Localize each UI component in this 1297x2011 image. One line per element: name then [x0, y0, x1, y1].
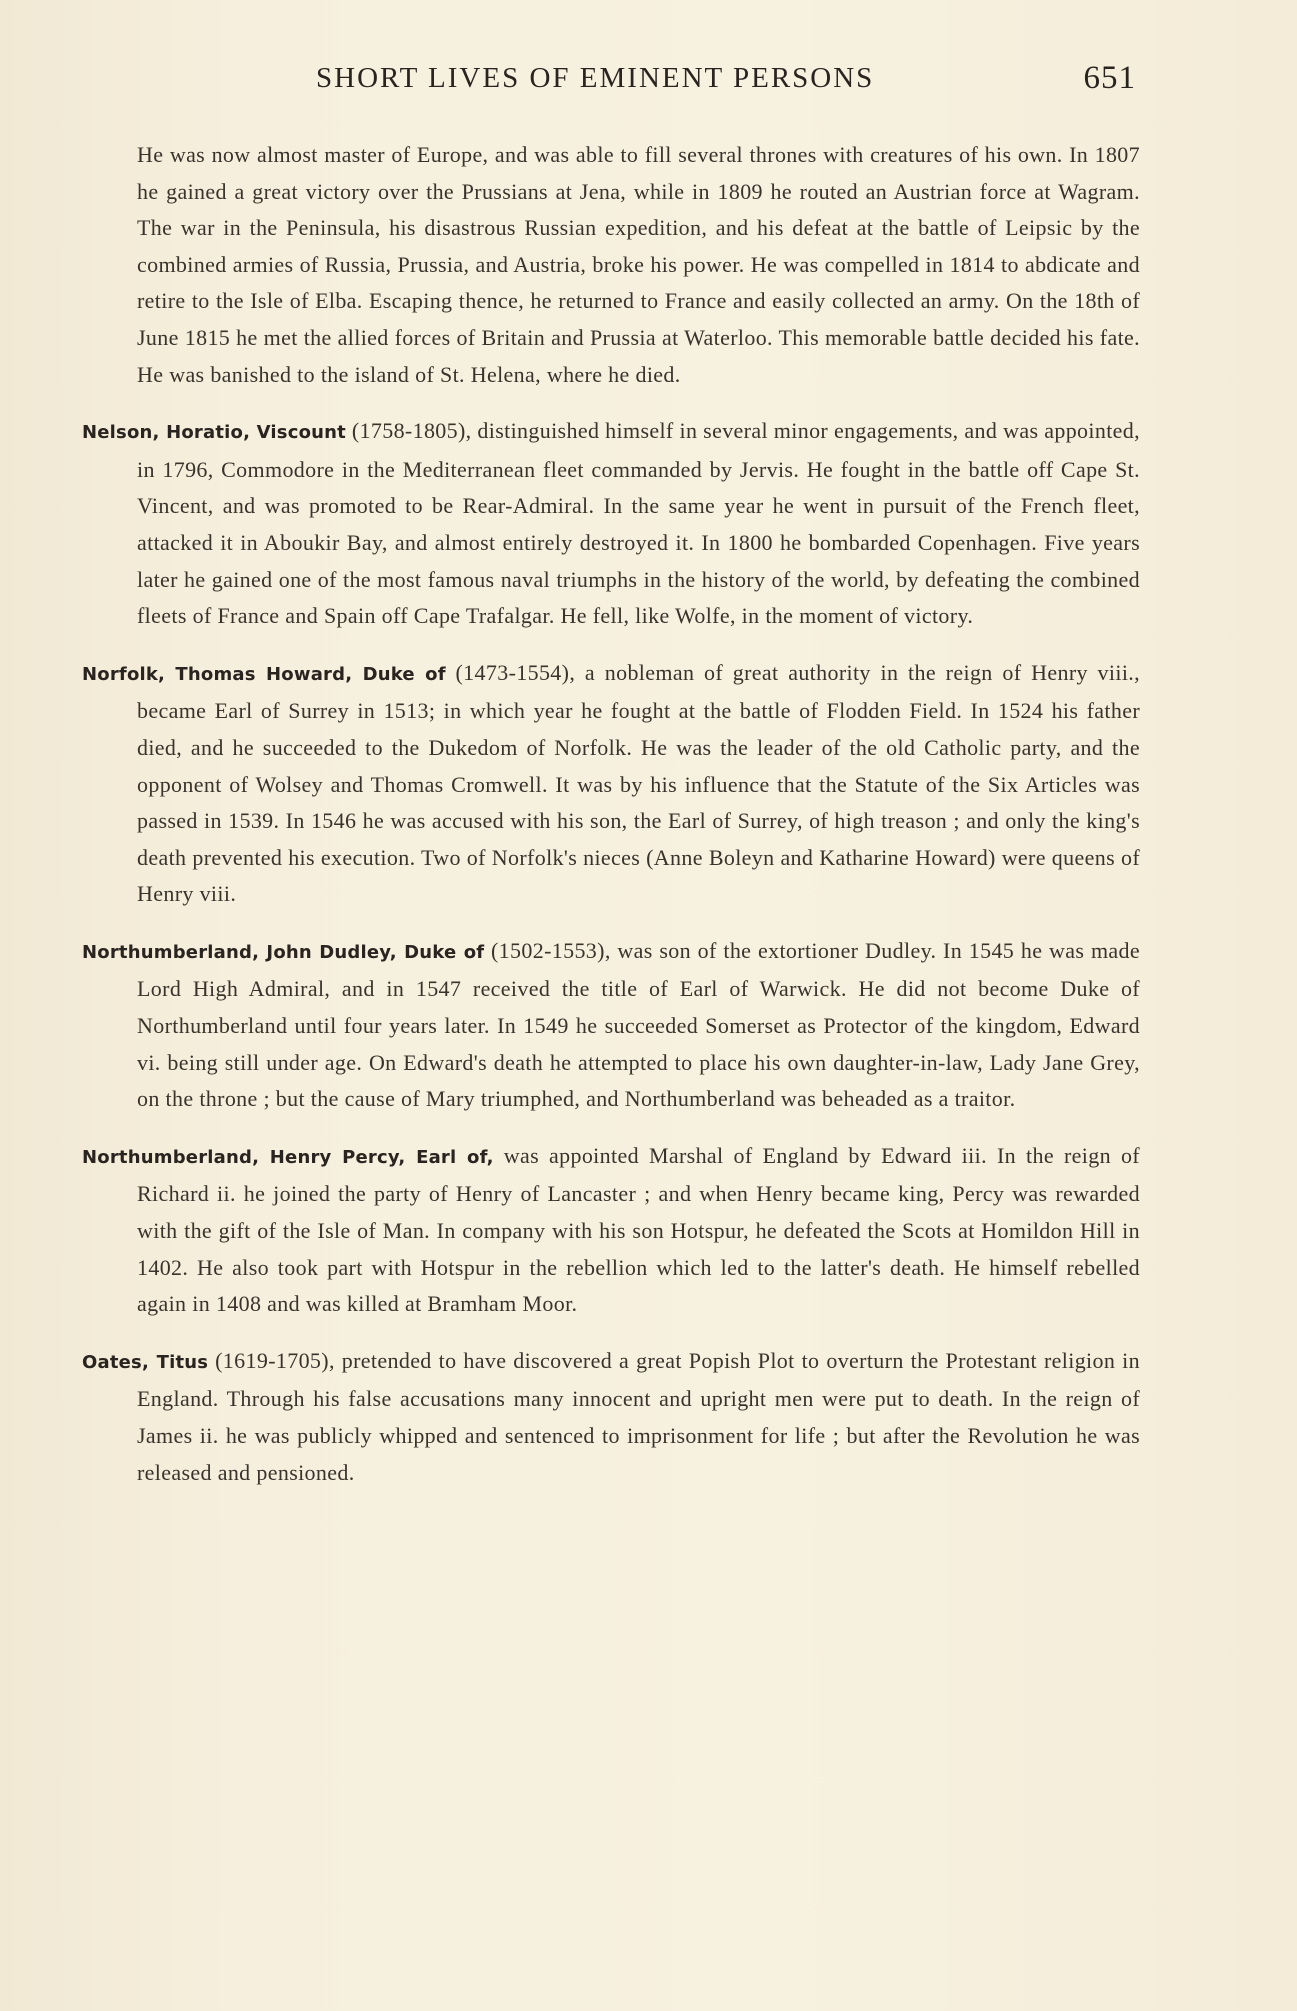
entry-text: was appointed Marshal of England by Edward iii. In the reign of Richard ii. he joined the party of Henry of Lancaster ; and when Henry became king, Percy was rewarded with the gift of the Isle of Man. In company with his son Hotspur, he defeated the Scots at Homildon Hill in 1402. He also took part with Hotspur in the rebellion which led to the latter's death. He himself rebelled again in 1408 and was killed at Bramham Moor.	[137, 1142, 1140, 1317]
running-head	[136, 62, 1136, 106]
entry-nelson	[82, 413, 1140, 635]
entry-headword: Nelson, Horatio, Viscount	[82, 422, 346, 444]
entry-headword: Norfolk, Thomas Howard, Duke of	[82, 663, 446, 685]
entry-northumberland-dudley	[82, 933, 1140, 1118]
entry-text: (1758-1805), distinguished himself in several minor engagements, and was appointed, in 1796, Commodore in the Mediterranean fleet commanded by Jervis. He fought in the battle off Cape St. Vincent, and was promoted to be Rear-Admiral. In the same year he went in pursuit of the French fleet, attacked it in Aboukir Bay, and almost entirely destroyed it. In 1800 he bombarded Copenhagen. Five years later he gained one of the most famous naval triumphs in the history of the world, by defeating the combined fleets of France and Spain off Cape Trafalgar. He fell, like Wolfe, in the moment of victory.	[137, 418, 1140, 629]
page-number: 651	[1083, 60, 1136, 96]
entry-norfolk	[82, 655, 1140, 913]
entry-headword: Oates, Titus	[82, 1351, 209, 1373]
entry-text: (1502-1553), was son of the extortioner Dudley. In 1545 he was made Lord High Admiral, and in 1547 received the title of Earl of Warwick. He did not become Duke of Northumberland until four years later. In 1549 he succeeded Somerset as Protector of the kingdom, Edward vi. being still under age. On Edward's death he attempted to place his own daughter-in-law, Lady Jane Grey, on the throne ; but the cause of Mary triumphed, and Northumberland was beheaded as a traitor.	[137, 937, 1141, 1112]
page-body	[82, 137, 1140, 1491]
entry-text: (1619-1705), pretended to have discovered a great Popish Plot to overturn the Protestant religion in England. Through his false accusations many innocent and upright men were put to death. In the reign of James ii. he was publicly whipped and sentenced to imprisonment for life ; but after the Revolution he was released and pensioned.	[137, 1347, 1140, 1485]
entry-oates	[82, 1343, 1140, 1491]
running-title: SHORT LIVES OF EMINENT PERSONS	[316, 62, 875, 94]
entry-text: (1473-1554), a nobleman of great authority in the reign of Henry viii., became Earl of Surrey in 1513; in which year he fought at the battle of Flodden Field. In 1524 his father died, and he succeeded to the Dukedom of Norfolk. He was the leader of the old Catholic party, and the opponent of Wolsey and Thomas Cromwell. It was by his influence that the Statute of the Six Articles was passed in 1539. In 1546 he was accused with his son, the Earl of Surrey, of high treason ; and only the king's death prevented his execution. Two of Norfolk's nieces (Anne Boleyn and Katharine Howard) were queens of Henry viii.	[137, 659, 1140, 907]
entry-headword: Northumberland, Henry Percy, Earl of,	[82, 1146, 494, 1168]
entry-northumberland-percy	[82, 1138, 1140, 1323]
entry-headword: Northumberland, John Dudley, Duke of	[82, 941, 485, 963]
continuation-paragraph: He was now almost master of Europe, and was able to fill several thrones with creatures of his own. In 1807 he gained a great victory over the Prussians at Jena, while in 1809 he routed an Austrian force at Wagram. The war in the Peninsula, his disastrous Russian expedition, and his defeat at the battle of Leipsic by the combined armies of Russia, Prussia, and Austria, broke his power. He was compelled in 1814 to abdicate and retire to the Isle of Elba. Escaping thence, he returned to France and easily collected an army. On the 18th of June 1815 he met the allied forces of Britain and Prussia at Waterloo. This memorable battle decided his fate. He was banished to the island of St. Helena, where he died.	[137, 142, 1140, 387]
